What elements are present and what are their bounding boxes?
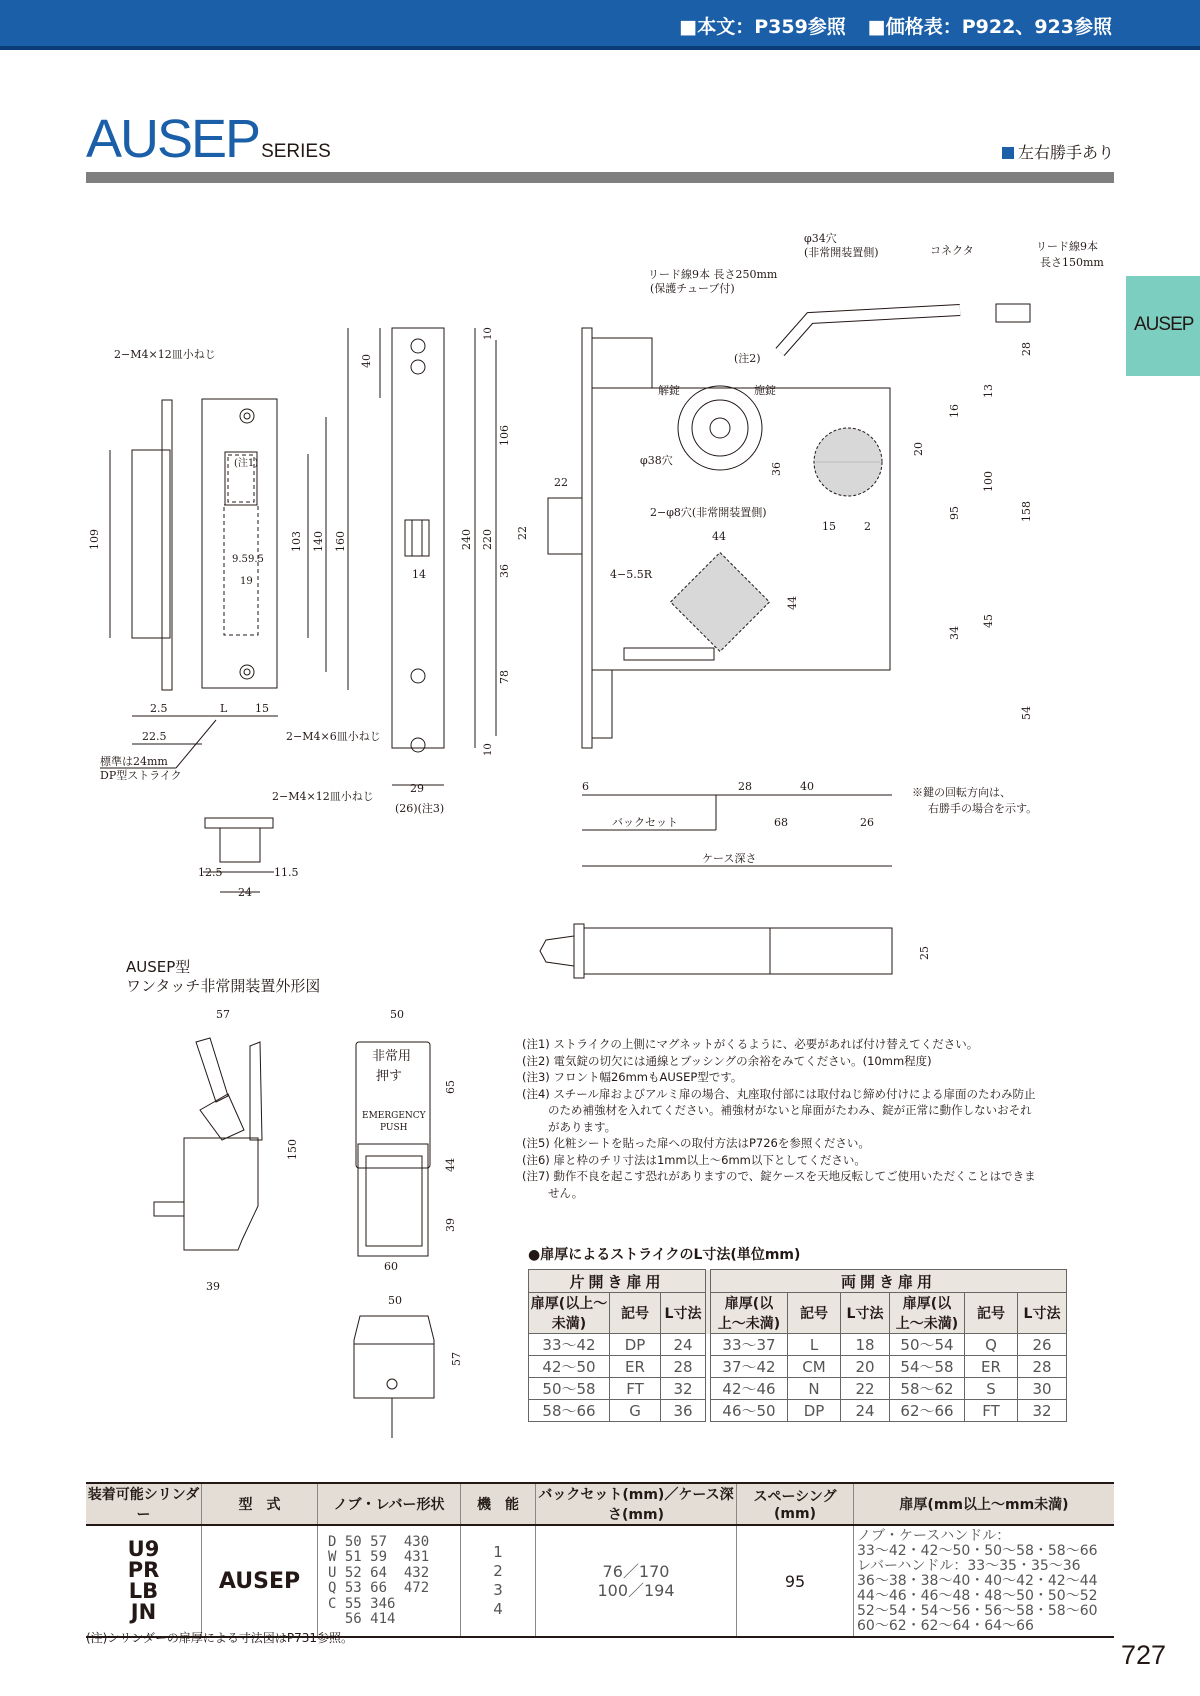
note-1: (注1) ストライクの上側にマグネットがくるように、必要があれば付け替えてください。	[522, 1037, 979, 1051]
label-key-rotation-2: 右勝手の場合を示す。	[928, 802, 1038, 815]
dim-44-c: 44	[444, 1158, 457, 1172]
dim-57-b: 57	[450, 1352, 463, 1366]
dim-40: 40	[360, 354, 373, 368]
dim-44-horizontal: 44	[712, 530, 726, 543]
strike-table: 片開き扉用 両開き扉用 扉厚(以上〜未満) 記号 L寸法 扉厚(以上〜未満) 記号 L寸法 扉厚(以上〜未満) 記号 L寸法 33〜42 DP 24 33〜37 L 18 50〜54 Q 26 42〜50 ER 28 37〜42 CM 20 54〜58 ER 28 50〜58 FT 32 42〜46 N 22 58〜62 S 30 58〜66 G 36 46〜50 DP 24 62〜66 FT 32	[528, 1269, 1067, 1422]
dim-57: 57	[216, 1008, 230, 1021]
note-5: (注5) 化粧シートを貼った扉への取付方法はP726を参照ください。	[522, 1136, 870, 1150]
emergency-device-side	[154, 1038, 262, 1250]
dim-95: 95	[948, 506, 961, 520]
label-lead-wire-250: リード線9本 長さ250mm	[648, 268, 778, 281]
dim-68: 68	[774, 816, 788, 829]
dim-39-bottom: 39	[206, 1280, 220, 1293]
dim-60: 60	[384, 1260, 398, 1273]
label-dp-strike: DP型ストライク	[100, 769, 182, 782]
lock-case-side-view	[548, 304, 1030, 748]
strike-small-view	[203, 818, 274, 892]
dim-24: 24	[238, 886, 252, 899]
dim-54: 54	[1020, 706, 1033, 720]
table-row: 50〜58 FT 32 42〜46 N 22 58〜62 S 30	[529, 1378, 1067, 1400]
dim-65: 65	[444, 1080, 457, 1094]
table-row: 33〜42 DP 24 33〜37 L 18 50〜54 Q 26	[529, 1334, 1067, 1356]
label-osu: 押す	[376, 1069, 403, 1084]
label-emergency-en: EMERGENCY	[362, 1111, 426, 1121]
dim-29: 29	[410, 782, 424, 795]
dim-22-vertical: 22	[516, 526, 529, 540]
label-standard-24: 標準は24mm	[100, 755, 168, 768]
table-row: 42〜50 ER 28 37〜42 CM 20 54〜58 ER 28	[529, 1356, 1067, 1378]
dim-36: 36	[498, 564, 511, 578]
price-ref: ■価格表：P922、923参照	[867, 16, 1112, 38]
header-thickness: 扉厚(mm以上〜mm未満)	[854, 1483, 1115, 1525]
table-row: 58〜66 G 36 46〜50 DP 24 62〜66 FT 32	[529, 1400, 1067, 1422]
dim-20: 20	[912, 442, 925, 456]
header-function: 機 能	[461, 1483, 536, 1525]
dim-106: 106	[498, 425, 511, 446]
dim-22-horizontal: 22	[554, 476, 568, 489]
label-phi38: φ38穴	[640, 454, 673, 467]
dim-36-b: 36	[770, 462, 783, 476]
spacing-cell: 95	[737, 1525, 854, 1637]
dim-26: 26	[860, 816, 874, 829]
label-screw-3: 2−M4×12皿小ねじ	[272, 790, 374, 803]
dim-15: 15	[255, 702, 269, 715]
label-screw-1: 2−M4×12皿小ねじ	[114, 348, 216, 361]
handing-note: 左右勝手あり	[1002, 140, 1114, 163]
title-main: AUSEP	[86, 109, 260, 169]
header-spacing: スペーシング(mm)	[737, 1483, 854, 1525]
dim-2: 2	[864, 520, 871, 533]
dim-15-b: 15	[822, 520, 836, 533]
header-knob: ノブ・レバー形状	[318, 1483, 461, 1525]
dim-9-5-b: 9.5	[248, 554, 264, 565]
label-hijouyou: 非常用	[372, 1049, 412, 1064]
strike-front-view	[110, 328, 380, 690]
title-series: SERIES	[261, 141, 331, 162]
dim-160: 160	[334, 531, 347, 552]
dim-50-bottom: 50	[388, 1294, 402, 1307]
dim-103: 103	[290, 531, 303, 552]
dim-158: 158	[1020, 501, 1033, 522]
header-model: 型 式	[202, 1483, 318, 1525]
front-plate-view	[392, 328, 444, 785]
body-ref: ■本文：P359参照	[679, 16, 846, 38]
emergency-title: AUSEP型 ワンタッチ非常開装置外形図	[126, 958, 321, 995]
label-case-depth: ケース深さ	[702, 852, 757, 865]
dim-11-5: 11.5	[274, 866, 299, 879]
footnote: (注)シリンダーの扉厚による寸法図はP731参照。	[86, 1631, 354, 1645]
label-phi34: φ34穴	[804, 232, 837, 245]
dim-10-bottom: 10	[483, 743, 494, 756]
note-3: (注3) フロント幅26mmもAUSEP型です。	[522, 1070, 743, 1084]
dim-22-5: 22.5	[142, 730, 167, 743]
label-phi8: 2−φ8穴(非常開装置側)	[650, 506, 767, 519]
side-index-tab: AUSEP	[1126, 276, 1200, 376]
note-2: (注2) 電気錠の切欠には通線とブッシングの余裕をみてください。(10mm程度)	[522, 1053, 932, 1068]
emergency-device-top	[354, 1316, 434, 1438]
dim-16: 16	[948, 404, 961, 418]
label-note3: (26)(注3)	[395, 802, 445, 815]
note-6: (注6) 扉と枠のチリ寸法は1mm以上〜6mm以下としてください。	[522, 1152, 866, 1167]
dim-150: 150	[286, 1139, 299, 1160]
function-list: 1 2 3 4	[461, 1525, 536, 1637]
dim-L: L	[220, 702, 228, 715]
header-backset: バックセット(mm)／ケース深さ(mm)	[536, 1483, 737, 1525]
label-lead-wire-9: リード線9本	[1036, 240, 1098, 253]
dim-2-5: 2.5	[150, 702, 168, 715]
dim-140: 140	[312, 531, 325, 552]
spec-table	[86, 1482, 1114, 1638]
dim-78: 78	[498, 670, 511, 684]
label-key-rotation-1: ※鍵の回転方向は、	[912, 786, 1011, 799]
label-unlock: 解錠	[658, 384, 680, 397]
table-row	[86, 1525, 1114, 1637]
group-double: 両開き扉用	[711, 1270, 1067, 1293]
label-push-en: PUSH	[380, 1123, 408, 1133]
model-cell: AUSEP	[202, 1525, 318, 1637]
note-7: (注7) 動作不良を起こす恐れがありますので、錠ケースを天地反転してご使用いただくことはできません。	[522, 1169, 1036, 1200]
label-length-150: 長さ150mm	[1040, 256, 1104, 269]
dim-10-top: 10	[483, 327, 494, 340]
dim-19: 19	[240, 576, 253, 587]
dim-28-b: 28	[738, 780, 752, 793]
label-note1: (注1)	[234, 458, 259, 469]
notes-list	[522, 1036, 1042, 1201]
dim-6: 6	[582, 780, 589, 793]
thickness-list: ノブ・ケースハンドル： 33〜42・42〜50・50〜58・58〜66 レバーハンドル：33〜35・35〜36 36〜38・38〜40・40〜42・42〜44 44〜46・46〜48・48〜50・50〜52 52〜54・54〜56・56〜58・58〜60 60〜62・62〜64・64〜66	[854, 1525, 1115, 1637]
dim-14: 14	[412, 568, 426, 581]
cylinder-list: U9 PR LB JN	[86, 1525, 202, 1637]
dim-40-b: 40	[800, 780, 814, 793]
header-cylinder: 装着可能シリンダー	[86, 1483, 202, 1525]
dim-28: 28	[1020, 342, 1033, 356]
dim-100: 100	[982, 471, 995, 492]
dim-13: 13	[982, 384, 995, 398]
page-number: 727	[1120, 1640, 1166, 1670]
dim-12-5: 12.5	[198, 866, 223, 879]
note-4: (注4) スチール扉およびアルミ扉の場合、丸座取付部には取付ねじ締め付けによる扉面のたわみ防止のため補強材を入れてください。補強材がないと扉面がたわみ、錠が正常に動作しないおそれがあります。	[522, 1086, 1036, 1134]
dim-220: 220	[481, 529, 494, 550]
label-connector: コネクタ	[930, 244, 974, 257]
latch-top-view	[540, 924, 892, 978]
label-screw-2: 2−M4×6皿小ねじ	[286, 730, 381, 743]
backset-list: 76／170 100／194	[536, 1525, 737, 1637]
knob-list: D 50 57 430 W 51 59 431 U 52 64 432 Q 53 66 472 C 55 346 56 414	[318, 1525, 461, 1637]
label-backset: バックセット	[612, 816, 678, 829]
dim-39-side: 39	[444, 1218, 457, 1232]
label-protect-tube: (保護チューブ付)	[650, 282, 735, 295]
label-lock: 施錠	[754, 384, 776, 397]
dim-34: 34	[948, 626, 961, 640]
dim-109: 109	[88, 529, 101, 550]
label-note2: (注2)	[734, 352, 761, 365]
dim-45: 45	[982, 614, 995, 628]
dim-44-vertical: 44	[786, 596, 799, 610]
dim-25: 25	[918, 946, 931, 960]
group-single: 片開き扉用	[529, 1270, 706, 1293]
dim-9-5-a: 9.5	[232, 554, 248, 565]
label-5-5r: 4−5.5R	[610, 568, 652, 581]
strike-table-title: ●扉厚によるストライクのL寸法(単位mm)	[528, 1247, 801, 1263]
label-emergency-side: (非常開装置側)	[804, 246, 879, 259]
dim-50-top: 50	[390, 1008, 404, 1021]
dim-240: 240	[460, 529, 473, 550]
